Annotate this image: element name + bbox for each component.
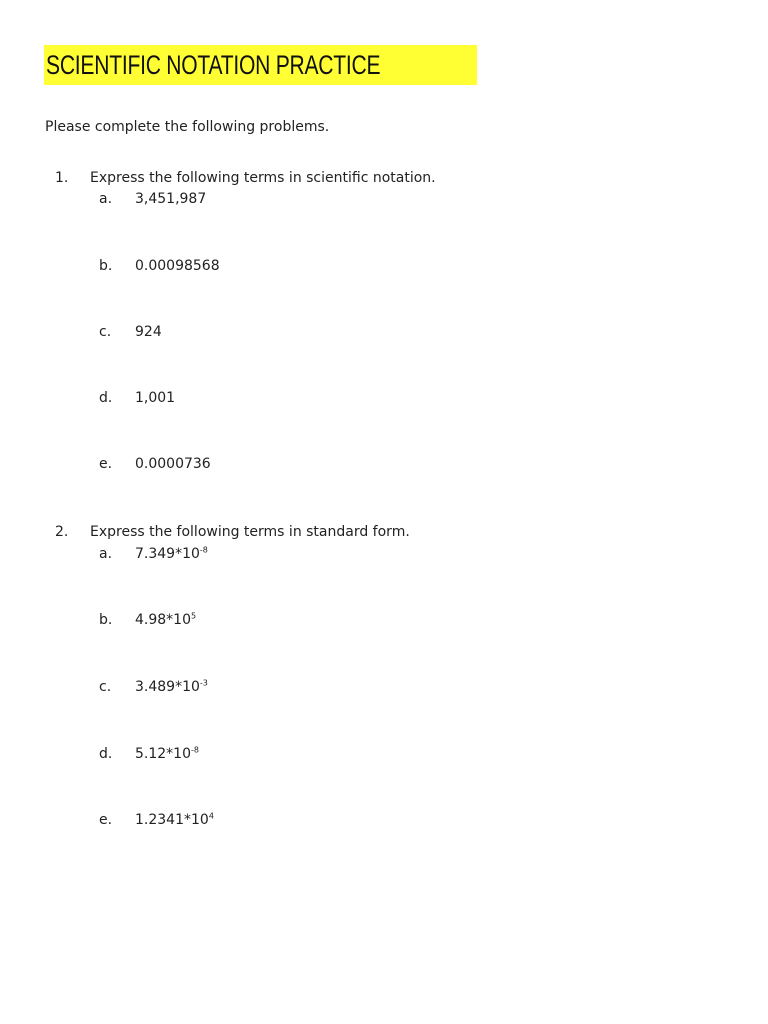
item-value xyxy=(135,746,199,762)
item-letter: d. xyxy=(99,746,113,762)
item-letter: b. xyxy=(99,258,113,274)
item-value xyxy=(135,679,208,695)
item-exponent: -8 xyxy=(191,745,199,755)
page-title: SCIENTIFIC NOTATION PRACTICE xyxy=(46,49,381,80)
problem-1-header xyxy=(0,170,768,190)
item-letter: c. xyxy=(99,324,112,340)
item-exponent: 4 xyxy=(208,811,214,821)
item-exponent: 5 xyxy=(191,611,197,621)
item-value xyxy=(135,612,196,628)
item-exponent: -8 xyxy=(199,545,208,555)
item-value: 0.0000736 xyxy=(135,456,211,472)
item-letter: e. xyxy=(99,812,113,828)
problem-number: 1. xyxy=(55,170,69,186)
problem-number: 2. xyxy=(55,524,69,540)
problem-prompt: Express the following terms in scientific notation. xyxy=(90,170,436,186)
item-letter: e. xyxy=(99,456,113,472)
item-base: 7.349*10 xyxy=(135,546,200,562)
problem-prompt: Express the following terms in standard form. xyxy=(90,524,410,540)
item-letter: c. xyxy=(99,679,112,695)
item-value: 924 xyxy=(135,324,162,340)
problem-2 xyxy=(0,524,768,828)
item-letter: b. xyxy=(99,612,113,628)
title-highlight xyxy=(44,45,477,85)
item-letter: a. xyxy=(99,191,113,207)
item-exponent: -3 xyxy=(199,678,208,688)
item-base: 5.12*10 xyxy=(135,746,191,762)
problem-2-header xyxy=(0,524,768,544)
problem-1 xyxy=(0,170,768,472)
item-value: 0.00098568 xyxy=(135,258,220,274)
item-value xyxy=(135,812,214,828)
item-letter: a. xyxy=(99,546,113,562)
item-base: 4.98*10 xyxy=(135,612,191,628)
instructions: Please complete the following problems. xyxy=(45,119,330,135)
item-base: 3.489*10 xyxy=(135,679,200,695)
item-value: 3,451,987 xyxy=(135,191,207,207)
item-value: 1,001 xyxy=(135,390,176,406)
item-base: 1.2341*10 xyxy=(135,812,209,828)
item-letter: d. xyxy=(99,390,113,406)
item-value xyxy=(135,546,208,562)
